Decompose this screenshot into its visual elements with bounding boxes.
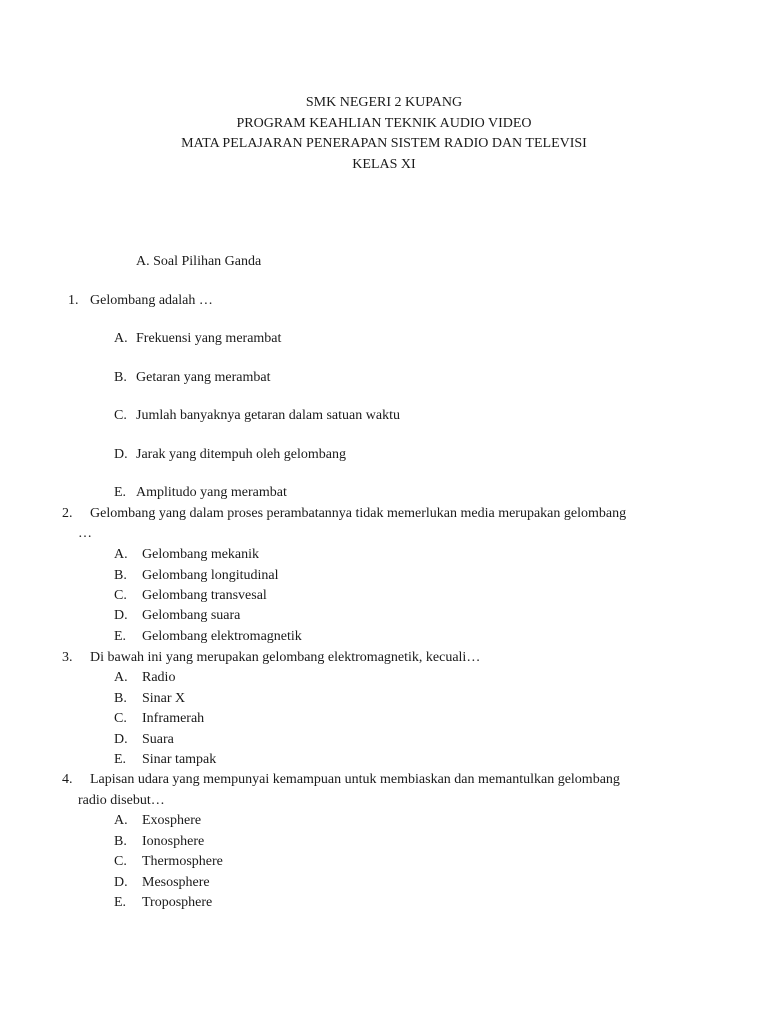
option-letter: A.: [114, 331, 128, 346]
option-text: Suara: [142, 732, 174, 747]
section-title: A. Soal Pilihan Ganda: [136, 254, 262, 269]
option-letter: E.: [114, 485, 127, 500]
option-text: Ionosphere: [142, 834, 205, 849]
option-text: Gelombang longitudinal: [142, 568, 279, 583]
option-letter: C.: [114, 854, 127, 869]
question-text-continued: …: [78, 526, 92, 541]
program-name: PROGRAM KEAHLIAN TEKNIK AUDIO VIDEO: [236, 115, 532, 131]
class-name: KELAS XI: [352, 156, 416, 172]
option-letter: B.: [114, 691, 127, 706]
option-letter: B.: [114, 568, 127, 583]
question-number: 4.: [62, 772, 73, 787]
option-text: Jumlah banyaknya getaran dalam satuan waktu: [136, 408, 400, 423]
option-text: Inframerah: [142, 711, 205, 726]
question-number: 1.: [68, 293, 79, 308]
option-text: Troposphere: [142, 895, 213, 910]
question-text: Gelombang adalah …: [90, 293, 213, 308]
subject-name: MATA PELAJARAN PENERAPAN SISTEM RADIO DAN TELEVISI: [181, 136, 587, 151]
school-name: SMK NEGERI 2 KUPANG: [305, 95, 463, 110]
option-letter: C.: [114, 588, 127, 603]
option-letter: D.: [114, 608, 128, 623]
option-letter: A.: [114, 670, 128, 685]
option-letter: B.: [114, 370, 127, 385]
option-text: Amplitudo yang merambat: [136, 485, 287, 500]
document-header: [0, 93, 768, 175]
option-letter: E.: [114, 752, 127, 767]
option-text: Frekuensi yang merambat: [136, 331, 282, 346]
option-text: Gelombang transvesal: [142, 588, 267, 603]
option-letter: A.: [114, 813, 128, 828]
option-text: Gelombang suara: [142, 608, 241, 623]
option-letter: D.: [114, 732, 128, 747]
option-text: Gelombang elektromagnetik: [142, 629, 302, 644]
option-text: Thermosphere: [142, 854, 223, 869]
option-letter: E.: [114, 629, 127, 644]
option-letter: C.: [114, 711, 127, 726]
option-text: Radio: [142, 670, 176, 685]
question-text: Gelombang yang dalam proses perambatannya tidak memerlukan media merupakan gelombang: [90, 506, 627, 521]
question-text: Lapisan udara yang mempunyai kemampuan untuk membiaskan dan memantulkan gelombang: [90, 772, 620, 787]
option-text: Gelombang mekanik: [142, 547, 260, 562]
option-text: Sinar X: [142, 691, 186, 706]
question-number: 3.: [62, 650, 73, 665]
option-letter: B.: [114, 834, 127, 849]
option-text: Sinar tampak: [142, 752, 217, 767]
option-text: Exosphere: [142, 813, 202, 828]
question-text-continued: radio disebut…: [78, 793, 165, 808]
option-letter: E.: [114, 895, 127, 910]
question-text: Di bawah ini yang merupakan gelombang elektromagnetik, kecuali…: [90, 650, 481, 665]
option-letter: A.: [114, 547, 128, 562]
option-letter: C.: [114, 408, 127, 423]
option-letter: D.: [114, 875, 128, 890]
option-text: Jarak yang ditempuh oleh gelombang: [136, 447, 346, 462]
option-letter: D.: [114, 447, 128, 462]
option-text: Getaran yang merambat: [136, 370, 271, 385]
option-text: Mesosphere: [142, 875, 210, 890]
question-number: 2.: [62, 506, 73, 521]
